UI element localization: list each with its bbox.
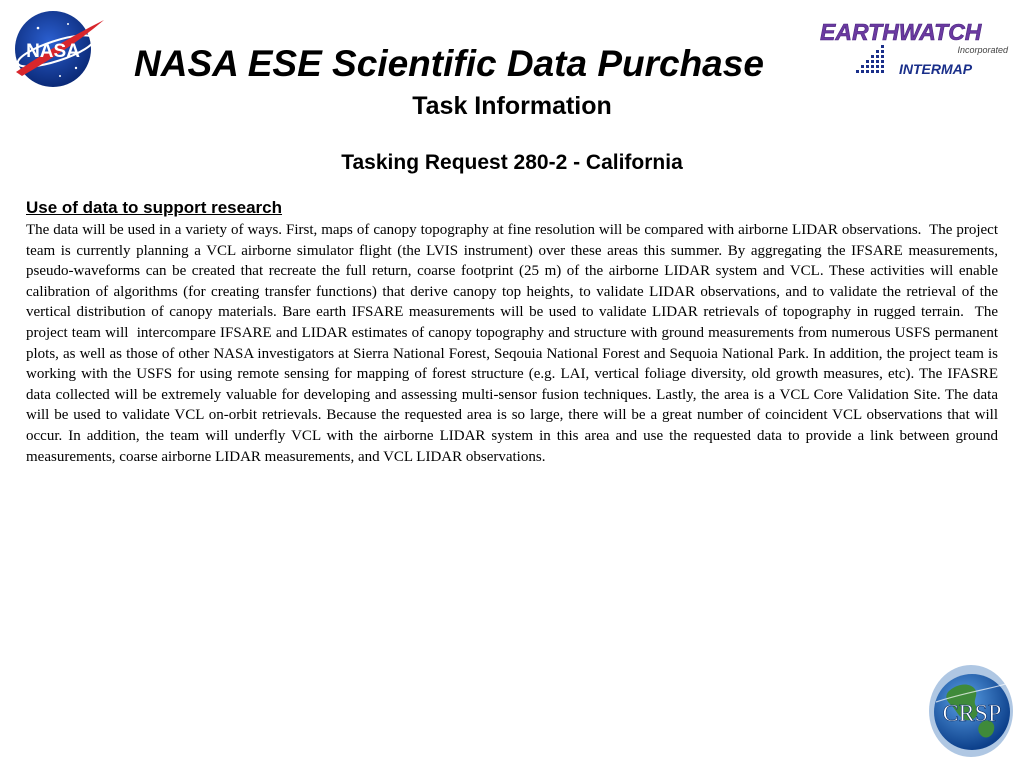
tasking-request-title: Tasking Request 280-2 - California: [341, 151, 683, 174]
section-body-text: The data will be used in a variety of ways. First, maps of canopy topography at fine resolution will be compared with airborne LIDAR observations. The project team is currently planning a VCL airborne simulator flight (the LVIS instrument) over these areas this summer. By aggregating the IFSARE measurements, pseudo-waveforms can be created that recreate the full return, coarse footprint (25 m) of the airborne LIDAR system and VCL. These activities will enable calibration of algorithms (for creating transfer functions) that derive canopy top heights, to validate LIDAR observations, and to validate the retrieval of the vertical distribution of canopy materials. Bare earth IFSARE measurements will be used to validate LIDAR retrievals of topography in rugged terrain. The project team will intercompare IFSARE and LIDAR estimates of canopy topography and structure with ground measurements from numerous USFS permanent plots, as well as those of other NASA investigators at Sierra National Forest, Seqouia National Forest and Sequoia National Park. In addition, the project team is working with the USFS for using remote sensing for mapping of forest structure (e.g. LAI, vertical foliage diversity, old growth measures, etc). The IFASRE data collected will be extremely valuable for developing and assessing multi-sensor fusion techniques. Lastly, the area is a VCL Core Validation Site. The data will be used to validate VCL on-orbit retrievals. Because the requested area is so large, there will be a great number of coincident VCL observations that will occur. In addition, the team will underfly VCL with the airborne LIDAR system in this area and use the requested data to provide a link between ground measurements, coarse airborne LIDAR measurements, and VCL LIDAR observations.: [26, 222, 1006, 465]
intermap-logo-text: INTERMAP: [899, 61, 973, 77]
crsp-logo-text: CRSP: [942, 701, 1002, 727]
earthwatch-logo-text: EARTHWATCH: [820, 19, 982, 45]
intermap-logo: [852, 44, 992, 78]
nasa-logo-text: NASA: [26, 41, 80, 62]
page-subtitle: Task Information: [412, 92, 612, 120]
nasa-logo: [8, 6, 106, 92]
nasa-meatball-icon: [8, 6, 106, 92]
page-title: NASA ESE Scientific Data Purchase: [134, 43, 764, 84]
intermap-dots-icon: [852, 44, 992, 78]
earthwatch-incorporated-text: Incorporated: [957, 45, 1008, 55]
section-heading: Use of data to support research: [26, 198, 283, 217]
globe-icon: [926, 662, 1016, 760]
crsp-logo: [926, 662, 1016, 760]
